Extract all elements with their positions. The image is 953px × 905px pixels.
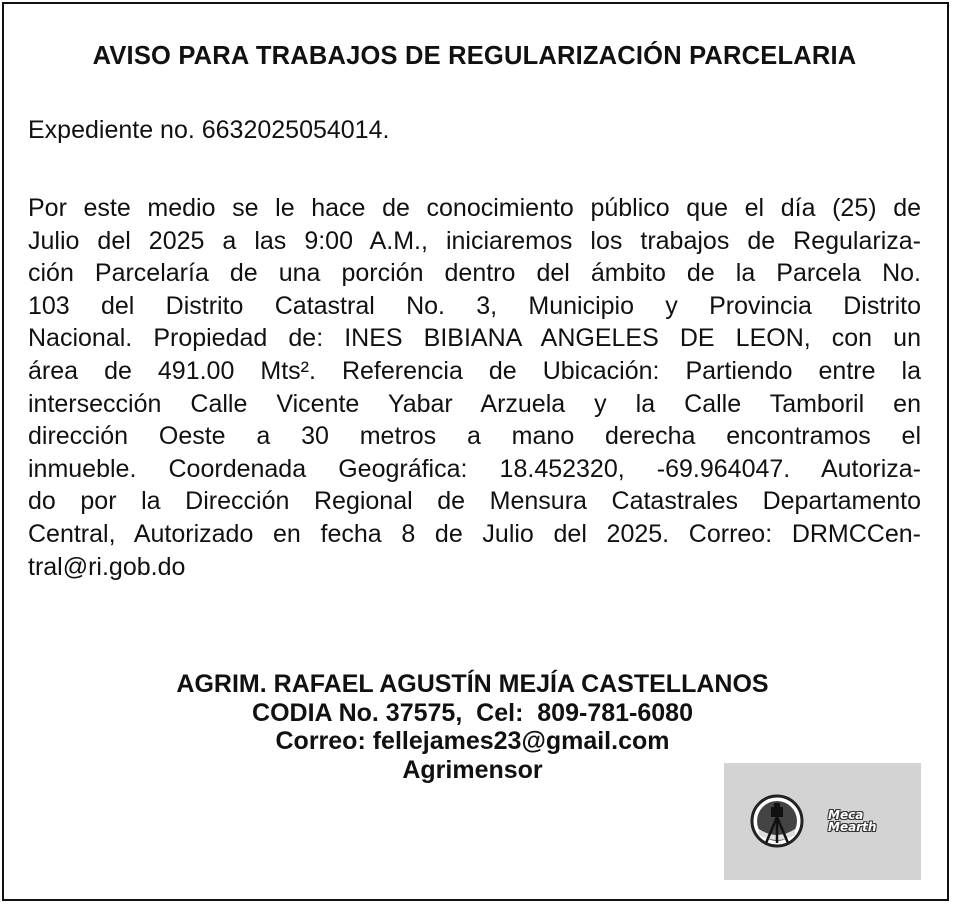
body-line: Central, Autorizado en fecha 8 de Julio del 2025. Correo: DRMCCen- <box>28 519 921 548</box>
case-number: Expediente no. 6632025054014. <box>28 116 390 144</box>
notice-body <box>28 192 921 583</box>
body-line: inmueble. Coordenada Geográfica: 18.452320, -69.964047. Autoriza- <box>28 454 921 483</box>
surveyor-email: Correo: fellejames23@gmail.com <box>275 727 670 755</box>
surveyor-name: AGRIM. RAFAEL AGUSTÍN MEJÍA CASTELLANOS <box>176 670 769 698</box>
body-line: Julio del 2025 a las 9:00 A.M., iniciaremos los trabajos de Regulariza- <box>28 226 921 255</box>
body-line: intersección Calle Vicente Yabar Arzuela y la Calle Tamboril en <box>28 389 921 418</box>
body-line: do por la Dirección Regional de Mensura Catastrales Departamento <box>28 487 921 516</box>
body-line: Nacional. Propiedad de: INES BIBIANA ANGELES DE LEON, con un <box>28 324 921 353</box>
body-line: 103 del Distrito Catastral No. 3, Municipio y Provincia Distrito <box>28 291 921 320</box>
notice-title: AVISO PARA TRABAJOS DE REGULARIZACIÓN PARCELARIA <box>92 42 857 70</box>
body-line: tral@ri.gob.do <box>28 552 186 581</box>
body-line: área de 491.00 Mts². Referencia de Ubicación: Partiendo entre la <box>28 356 921 385</box>
surveyor-tripod-icon <box>724 763 921 880</box>
codia-phone: CODIA No. 37575, Cel: 809-781-6080 <box>252 698 693 727</box>
logo-wordmark: Meca Mearth <box>828 808 877 834</box>
body-line: ción Parcelaría de una porción dentro del ámbito de la Parcela No. <box>28 259 921 288</box>
body-line: dirección Oeste a 30 metros a mano derecha encontramos el <box>28 422 921 451</box>
surveyor-role: Agrimensor <box>402 755 543 784</box>
company-logo <box>724 763 921 880</box>
body-line: Por este medio se le hace de conocimiento público que el día (25) de <box>28 194 921 222</box>
